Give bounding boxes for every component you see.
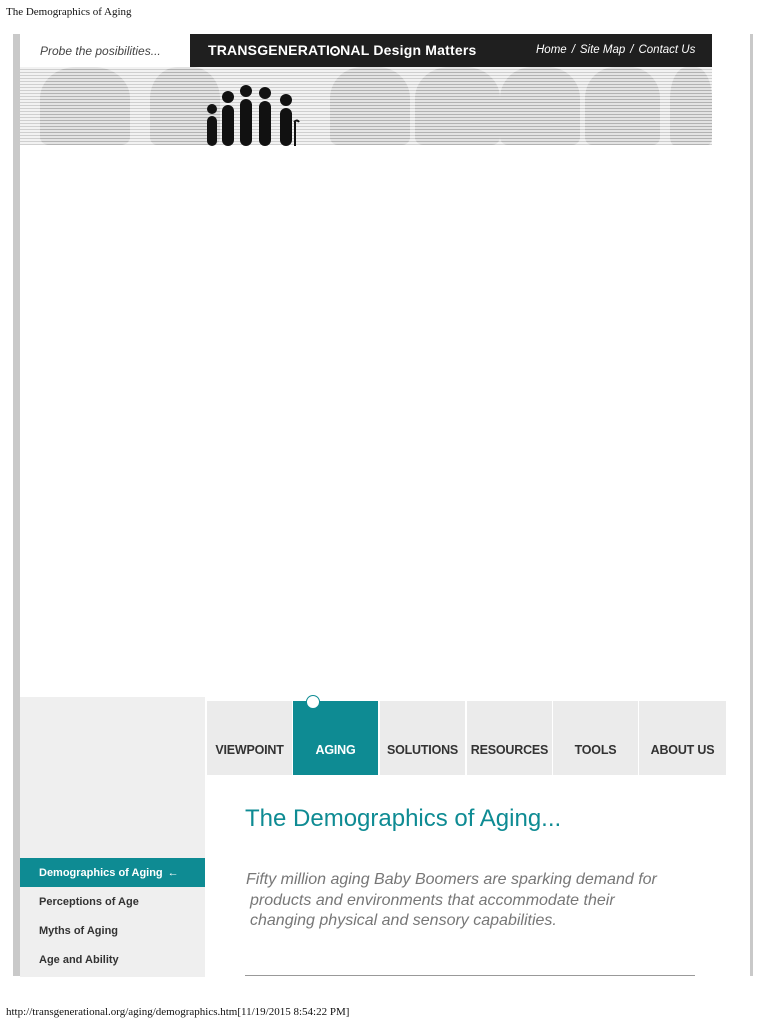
- brand-title[interactable]: [208, 42, 477, 58]
- top-nav-links: [536, 44, 695, 56]
- tagline: Probe the posibilities...: [40, 43, 161, 58]
- link-separator: /: [571, 44, 575, 56]
- banner-face: [40, 67, 130, 145]
- lead-line: Fifty million aging Baby Boomers are sparking demand for: [246, 871, 657, 888]
- sidebar-item-myths-of-aging[interactable]: [20, 916, 205, 945]
- banner-face: [330, 67, 410, 145]
- content-divider: [245, 975, 695, 976]
- banner-face: [670, 67, 712, 145]
- brand-o-dot-icon: [330, 46, 340, 56]
- banner-face: [415, 67, 500, 145]
- brand-title-part1: TRANSGENERATI: [208, 42, 331, 58]
- left-arrow-icon: ←: [167, 866, 179, 879]
- tab-about-us[interactable]: ABOUT US: [639, 701, 726, 775]
- lead-line: products and environments that accommodate their: [250, 891, 615, 909]
- print-page-title: The Demographics of Aging: [6, 6, 132, 18]
- active-tab-indicator-icon: [306, 695, 320, 709]
- tab-aging[interactable]: AGING: [293, 701, 378, 775]
- contact-us-link[interactable]: Contact Us: [638, 44, 696, 56]
- sidebar-item-demographics-of-aging[interactable]: [20, 858, 205, 887]
- banner-face: [500, 67, 580, 145]
- tagline-box: [20, 34, 190, 67]
- people-group-logo-icon: [204, 84, 300, 146]
- brand-title-part2: NAL Design Matters: [340, 42, 477, 58]
- right-border-rail: [750, 34, 753, 976]
- site-map-link[interactable]: Site Map: [579, 44, 626, 56]
- sidebar-item-label: Demographics of Aging: [39, 866, 163, 879]
- left-border-rail: [13, 34, 20, 976]
- tab-resources[interactable]: RESOURCES: [467, 701, 552, 775]
- sidebar-item-label: Myths of Aging: [39, 924, 119, 937]
- page-title: The Demographics of Aging...: [245, 805, 562, 832]
- print-footer-url: http://transgenerational.org/aging/demographics.htm[11/19/2015 8:54:22 PM]: [6, 1006, 350, 1018]
- lead-paragraph: [246, 870, 706, 932]
- home-link[interactable]: Home: [536, 44, 567, 56]
- banner-face: [585, 67, 660, 145]
- tab-tools[interactable]: TOOLS: [553, 701, 638, 775]
- link-separator: /: [630, 44, 634, 56]
- faces-banner-image: [20, 67, 712, 145]
- lead-line: changing physical and sensory capabilities.: [250, 912, 557, 929]
- sidebar-item-label: Perceptions of Age: [39, 895, 139, 908]
- tab-solutions[interactable]: SOLUTIONS: [380, 701, 465, 775]
- sidebar-item-age-and-ability[interactable]: [20, 945, 205, 974]
- sidebar-item-label: Age and Ability: [39, 953, 119, 966]
- sidebar-item-perceptions-of-age[interactable]: [20, 887, 205, 916]
- tab-viewpoint[interactable]: VIEWPOINT: [207, 701, 292, 775]
